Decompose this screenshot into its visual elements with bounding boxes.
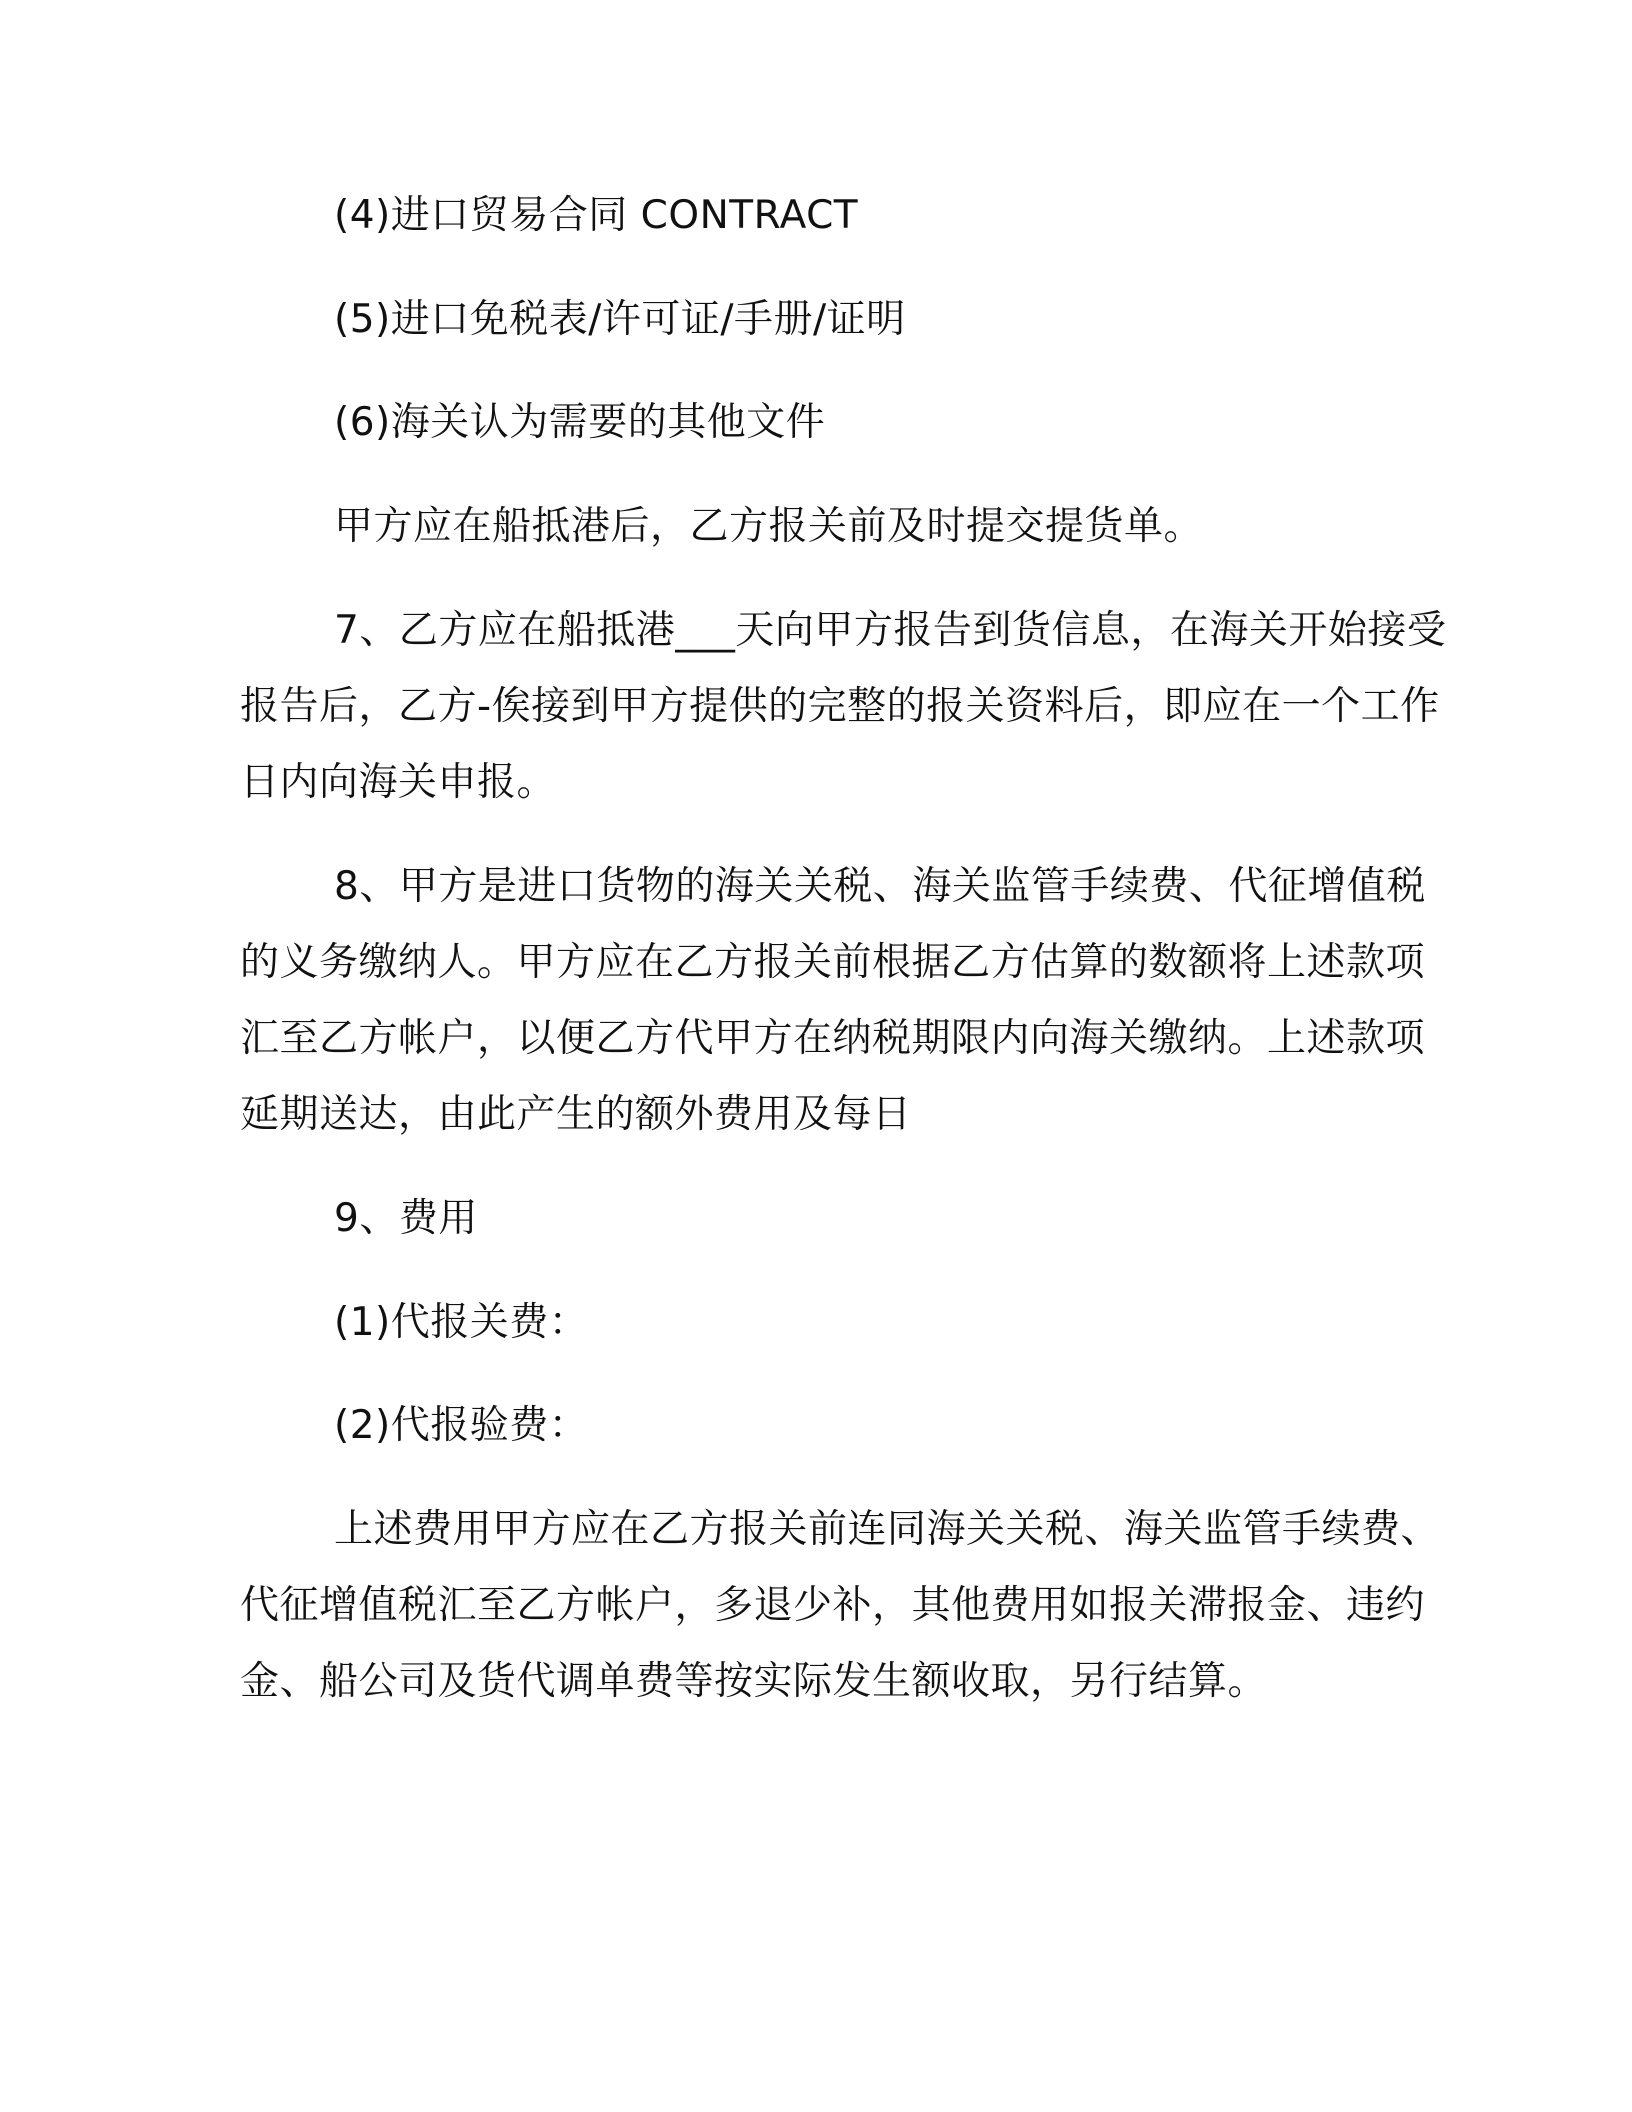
clause-8-line-3: 汇至乙方帐户，以便乙方代甲方在纳税期限内向海关缴纳。上述款项 [240,1016,1426,1061]
payment-terms-line-3: 金、船公司及货代调单费等按实际发生额收取，另行结算。 [240,1659,1268,1704]
item-5-import-permits: (5)进口免税表/许可证/手册/证明 [334,297,906,342]
clause-8-line-4: 延期送达，由此产生的额外费用及每日 [240,1092,912,1137]
clause-8-line-2: 的义务缴纳人。甲方应在乙方报关前根据乙方估算的数额将上述款项 [240,940,1426,985]
item-4-import-contract: (4)进口贸易合同 CONTRACT [334,193,859,238]
clause-9-heading: 9、费用 [334,1196,478,1241]
bill-of-lading-note: 甲方应在船抵港后，乙方报关前及时提交提货单。 [334,504,1204,549]
clause-7-line-3: 日内向海关申报。 [240,760,557,805]
payment-terms-line-1: 上述费用甲方应在乙方报关前连同海关关税、海关监管手续费、 [334,1507,1441,1552]
payment-terms-line-2: 代征增值税汇至乙方帐户，多退少补，其他费用如报关滞报金、违约 [240,1583,1426,1628]
item-6-other-documents: (6)海关认为需要的其他文件 [334,400,826,445]
fee-customs-declaration: (1)代报关费： [334,1300,589,1345]
clause-7-line-2: 报告后，乙方-俟接到甲方提供的完整的报关资料后，即应在一个工作 [240,684,1440,729]
fee-inspection-declaration: (2)代报验费： [334,1403,589,1448]
clause-7-line-1: 7、乙方应在船抵港___天向甲方报告到货信息，在海关开始接受 [334,608,1447,653]
clause-8-line-1: 8、甲方是进口货物的海关关税、海关监管手续费、代征增值税 [334,864,1426,909]
